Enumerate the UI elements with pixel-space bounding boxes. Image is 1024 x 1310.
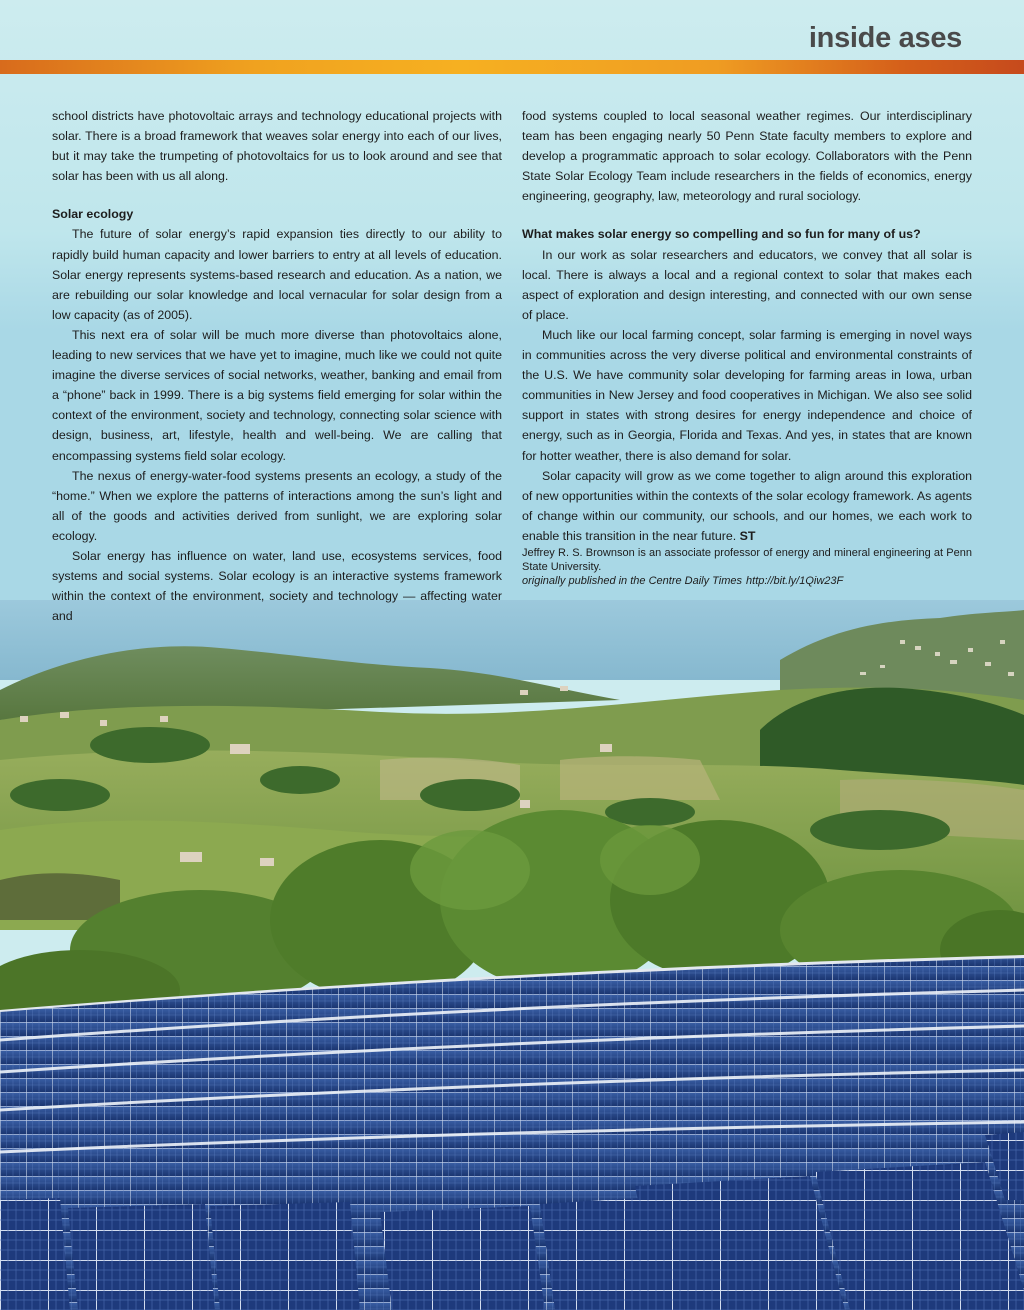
intro-paragraph: school districts have photovoltaic arrays and technology educational projects with solar. There is a broad framework that weaves solar energy into each of our lives, but it may take the trumpeting of photovoltaics for us to look around and see that solar has been with us all along. — [52, 109, 502, 184]
heading-question: What makes solar energy so compelling and so fun for many of us? — [522, 227, 921, 242]
section-title: inside ases — [808, 22, 962, 54]
final-paragraph — [522, 466, 972, 546]
author-bio: Jeffrey R. S. Brownson is an associate professor of energy and mineral engineering at Penn State University. — [522, 546, 972, 573]
source-text: originally published in the Centre Daily Times — [522, 574, 743, 587]
right-column — [522, 106, 972, 588]
body-paragraph: Much like our local farming concept, solar farming is emerging in novel ways in communities across the very diverse political and environmental constraints of the U.S. We have community solar developing for farming areas in Iowa, urban communities in New Jersey and food cooperatives in Michigan. We also see solid support in states with strong desires for energy independence and choice of energy, such as in Georgia, Florida and Texas. And yes, in states that are known for hotter weather, there is also demand for solar. — [522, 327, 972, 463]
intro-paragraph: food systems coupled to local seasonal weather regimes. Our interdisciplinary team has been engaging nearly 50 Penn State faculty members to explore and develop a programmatic approach to solar ecology. Collaborators with the Penn State Solar Ecology Team include researchers in the fields of economics, energy engineering, geography, law, meteorology and rural sociology. — [522, 109, 972, 204]
body-paragraph: Solar energy has influence on water, land use, ecosystems services, food systems and social systems. Solar ecology is an interactive systems framework within the context of the environment, society and technology — affecting water and — [52, 548, 502, 624]
source-link[interactable]: http://bit.ly/1Qiw23F — [746, 574, 844, 587]
left-column — [52, 106, 502, 626]
body-paragraph: In our work as solar researchers and educators, we convey that all solar is local. There is always a local and a regional context to solar that makes each aspect of exploration and design interesting, and connected with our own sense of place. — [522, 247, 972, 322]
source-note — [522, 574, 972, 588]
heading-solar-ecology: Solar ecology — [52, 207, 134, 222]
signoff-mark: ST — [739, 528, 756, 543]
body-paragraph: The future of solar energy’s rapid expansion ties directly to our ability to rapidly build human capacity and lower barriers to entry at all levels of education. Solar energy represents systems-based research and education. As a nation, we are rebuilding our solar knowledge and local vernacular for solar design from a low capacity (as of 2005). — [52, 227, 502, 322]
body-paragraph: This next era of solar will be much more diverse than photovoltaics alone, leading to new services that we have yet to imagine, much like we could not quite imagine the diverse services of social networks, weather, banking and email from a “phone” back in 1999. There is a big systems field emerging for solar within the context of the environment, society and technology, connecting solar science with design, business, art, lifestyle, health and well-being. We are calling that encompassing systems field solar ecology. — [52, 327, 502, 463]
body-paragraph: The nexus of energy-water-food systems presents an ecology, a study of the “home.” When we explore the patterns of interactions among the sun’s light and all of the goods and activities derived from sunlight, we are exploring solar ecology. — [52, 468, 502, 543]
final-paragraph-text: Solar capacity will grow as we come together to align around this exploration of new opportunities within the contexts of the solar ecology framework. As agents of change within our community, our schools, and our homes, we each work to enable this transition in the near future. — [522, 468, 972, 543]
accent-bar — [0, 60, 1024, 74]
